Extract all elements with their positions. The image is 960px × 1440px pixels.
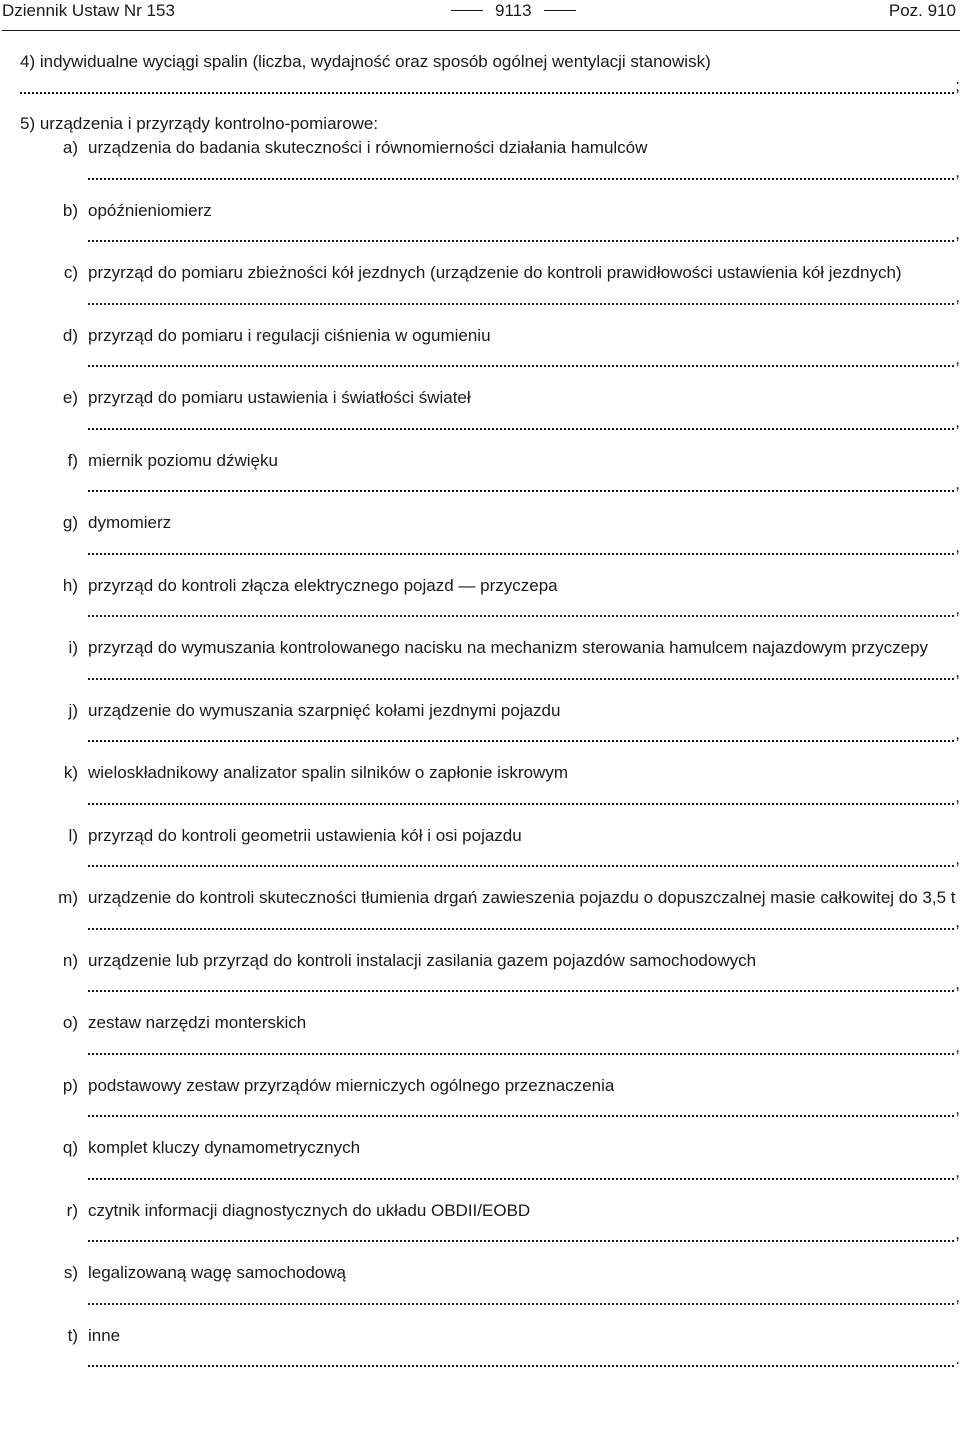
item-label: p) [62,1075,78,1095]
line-end-punctuation: , [955,1036,960,1055]
line-end-punctuation: , [955,1286,960,1305]
item-5-text: 5) urządzenia i przyrządy kontrolno-pomiarowe: [20,113,379,133]
line-end-punctuation: , [955,161,960,180]
item-text: przyrząd do pomiaru i regulacji ciśnienia w ogumieniu [88,325,491,345]
list-item [20,201,960,243]
line-end-punctuation: , [955,474,960,492]
item-body [78,326,960,368]
item-body [78,1013,960,1055]
sub-item-list [20,138,960,1367]
item-text: przyrząd do kontroli geometrii ustawienia kół i osi pojazdu [88,825,522,845]
item-text: urządzenie do kontroli skuteczności tłumienia drgań zawieszenia pojazdu o dopuszczalnej masie całkowitej do 3,5 t [88,888,956,907]
item-body [78,451,960,493]
list-item [20,263,960,305]
fill-in-line[interactable] [88,160,960,180]
item-text: urządzenia do badania skuteczności i równomierności działania hamulców [88,138,648,157]
list-item [20,826,960,868]
list-item [20,138,960,180]
list-item [20,1076,960,1118]
fill-in-line[interactable] [88,1347,960,1367]
page-header [2,0,960,31]
item-label: s) [63,1263,78,1282]
item-label: c) [63,263,78,282]
item-label: n) [62,950,78,970]
journal-title: Dziennik Ustaw Nr 153 [2,1,175,20]
line-end-punctuation: , [955,1224,960,1242]
item-4 [20,52,960,94]
item-5 [20,114,960,1368]
item-4-text: 4) indywidualne wyciągi spalin (liczba, wydajność oraz sposób ogólnej wentylacji stanowisk) [20,52,711,71]
line-end-punctuation: , [955,661,960,680]
list-item [20,451,960,493]
item-body [78,138,960,180]
line-end-punctuation: , [955,224,960,242]
list-item [20,763,960,805]
item-text: dymomierz [88,513,172,532]
fill-in-line[interactable] [88,847,960,867]
list-item [20,951,960,993]
fill-in-line[interactable] [88,1222,960,1242]
page-number-value: 9113 [495,1,532,20]
line-end-punctuation: , [955,974,960,992]
item-text: przyrząd do kontroli złącza elektrycznego pojazd — przyczepa [88,575,558,595]
page-number [439,1,588,21]
item-body [78,1263,960,1305]
list-item [20,638,960,680]
item-body [78,388,960,430]
line-end-punctuation: , [955,411,960,430]
item-text: zestaw narzędzi monterskich [88,1013,307,1032]
item-label: i) [68,638,78,657]
list-item [20,1326,960,1368]
item-text: wieloskładnikowy analizator spalin silników o zapłonie iskrowym [88,763,568,782]
fill-in-line[interactable] [88,535,960,555]
fill-in-line[interactable] [88,410,960,430]
list-item [20,1201,960,1243]
item-text: urządzenie lub przyrząd do kontroli instalacji zasilania gazem pojazdów samochodowych [88,950,757,970]
item-text: przyrząd do wymuszania kontrolowanego nacisku na mechanizm sterowania hamulcem najazdowym przyczepy [88,638,928,657]
item-label: q) [62,1138,78,1157]
item-label: m) [58,888,78,907]
fill-in-line[interactable] [88,347,960,367]
dash-right [544,10,576,12]
fill-in-line[interactable] [88,1097,960,1117]
fill-in-line[interactable] [88,1035,960,1055]
line-end-punctuation: , [955,911,960,930]
line-end-punctuation: , [955,724,960,742]
item-label: o) [62,1013,78,1032]
item-text: opóźnieniomierz [88,200,212,220]
item-label: t) [67,1325,78,1345]
line-end-punctuation: . [955,1349,960,1367]
fill-in-line[interactable] [88,722,960,742]
line-end-punctuation: , [955,599,960,617]
item-label: h) [62,575,78,595]
item-text: legalizowaną wagę samochodową [88,1263,346,1282]
item-text: przyrząd do pomiaru ustawienia i światłości świateł [88,388,471,407]
item-body [78,576,960,618]
item-label: g) [62,513,78,532]
item-text: urządzenie do wymuszania szarpnięć kołami jezdnymi pojazdu [88,700,561,720]
item-label: r) [66,1200,78,1220]
item-body [78,826,960,868]
item-label: a) [62,138,78,157]
fill-in-line[interactable] [88,285,960,305]
fill-in-line[interactable] [88,1285,960,1305]
item-label: f) [67,450,78,470]
item-body [78,701,960,743]
item-label: l) [68,825,78,845]
fill-in-line[interactable] [88,472,960,492]
item-label: j) [68,700,78,720]
line-end-punctuation: , [955,349,960,367]
fill-in-line[interactable] [88,910,960,930]
item-label: k) [63,763,78,782]
list-item [20,1138,960,1180]
list-item [20,1263,960,1305]
item-body [78,263,960,305]
item-text: podstawowy zestaw przyrządów mierniczych ogólnego przeznaczenia [88,1075,615,1095]
list-item [20,326,960,368]
item-text: przyrząd do pomiaru zbieżności kół jezdnych (urządzenie do kontroli prawidłowości ustawienia kół jezdnych) [88,263,902,282]
item-body [78,1326,960,1368]
item-body [78,1138,960,1180]
fill-in-line[interactable] [88,1160,960,1180]
item-body [78,951,960,993]
item-body [78,201,960,243]
item-body [78,888,960,930]
item-body [78,638,960,680]
fill-in-line[interactable] [88,972,960,992]
item-label: e) [62,388,78,407]
fill-in-line[interactable] [88,785,960,805]
line-end-punctuation: , [955,786,960,805]
item-body [78,513,960,555]
item-text: komplet kluczy dynamometrycznych [88,1138,361,1157]
document-content [20,52,960,1367]
line-end-punctuation: , [955,1099,960,1117]
item-text: miernik poziomu dźwięku [88,450,278,470]
item-text: inne [88,1325,121,1345]
line-end-punctuation: , [955,286,960,305]
item-body [78,1201,960,1243]
list-item [20,701,960,743]
list-item [20,388,960,430]
line-end-punctuation: , [955,849,960,867]
position-number: Poz. 910 [888,1,956,20]
list-item [20,513,960,555]
dash-left [451,10,483,12]
line-end-punctuation: , [955,536,960,555]
list-item [20,576,960,618]
item-body [78,1076,960,1118]
item-text: czytnik informacji diagnostycznych do układu OBDII/EOBD [88,1200,531,1220]
fill-in-line[interactable] [20,74,960,94]
item-body [78,763,960,805]
fill-in-line[interactable] [88,597,960,617]
line-end-punctuation: , [955,1161,960,1180]
list-item [20,888,960,930]
fill-in-line[interactable] [88,660,960,680]
list-item [20,1013,960,1055]
fill-in-line[interactable] [88,222,960,242]
item-label: b) [62,200,78,220]
line-end-punctuation: ; [955,75,960,94]
item-label: d) [62,325,78,345]
